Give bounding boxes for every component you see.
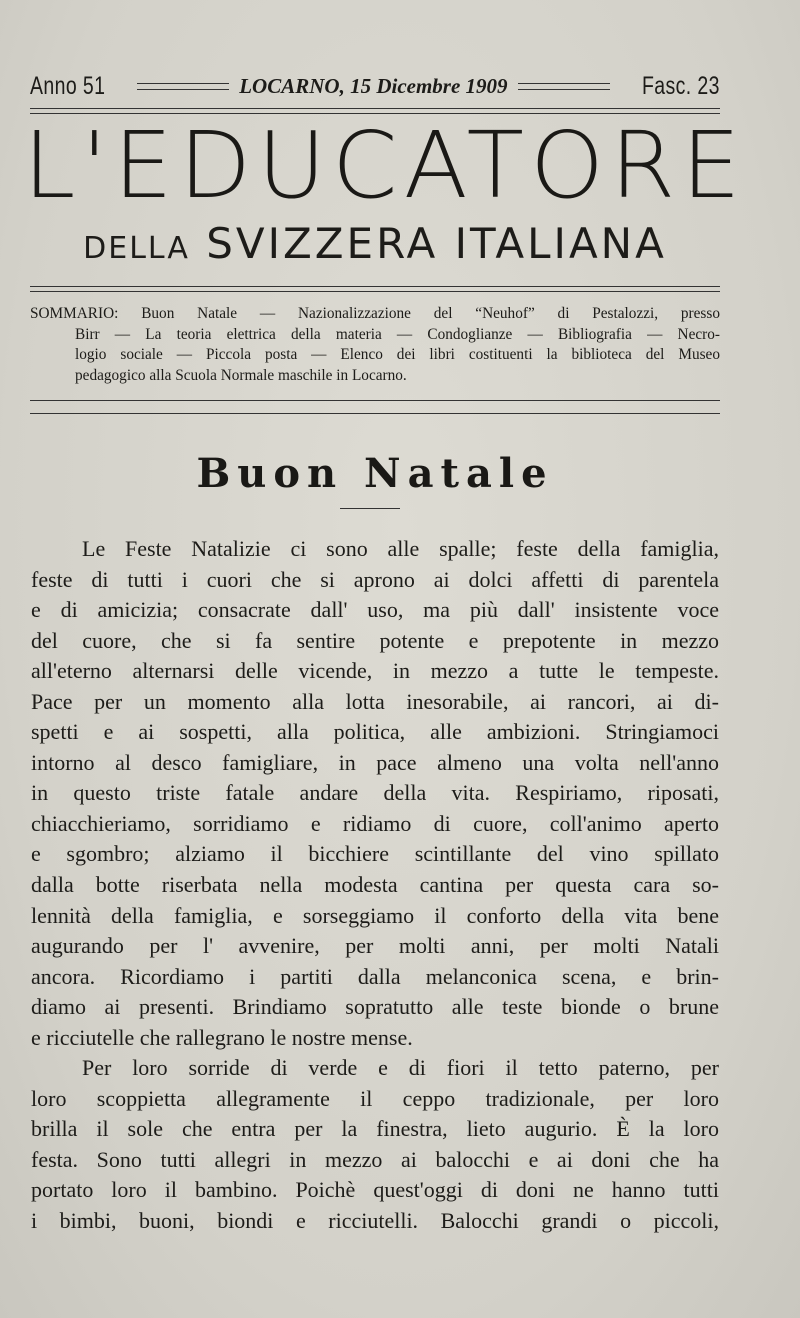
fascicle-label: Fasc. 23	[642, 72, 720, 100]
subtitle-della: DELLA	[83, 231, 190, 266]
article-title: Buon Natale	[196, 450, 554, 497]
header-double-rule-left	[137, 83, 230, 90]
year-label: Anno 51	[30, 72, 106, 100]
article-line: e ricciutelle che rallegrano le nostre mense.	[31, 1024, 413, 1050]
article-line: chiacchieriamo, sorridiamo e ridiamo di cuore, coll'animo aperto	[31, 810, 719, 836]
sommario-line: SOMMARIO: Buon Natale — Nazionalizzazione del “Neuhof” di Pestalozzi, presso	[30, 305, 720, 322]
article-line: spetti e ai sospetti, alla politica, alle ambizioni. Stringiamoci	[31, 719, 719, 745]
section-divider	[30, 400, 720, 414]
sommario-line: logio sociale — Piccola posta — Elenco dei libri costituenti la biblioteca del Museo	[75, 346, 720, 363]
article-line: brilla il sole che entra per la finestra, lieto augurio. È la loro	[31, 1116, 719, 1142]
article-line: Per loro sorride di verde e di fiori il tetto paterno, per	[82, 1055, 719, 1081]
subtitle-main: SVIZZERA ITALIANA	[206, 219, 667, 268]
table-of-contents	[30, 304, 720, 386]
article-body	[31, 534, 719, 1237]
masthead-subtitle	[30, 216, 720, 277]
article-line: ancora. Ricordiamo i partiti dalla melanconica scena, e brin-	[31, 963, 719, 989]
issue-header	[30, 72, 720, 101]
article-line: dalla botte riserbata nella modesta cantina per questa cara so-	[31, 872, 719, 898]
article-line: feste di tutti i cuori che si aprono ai dolci affetti di parentela	[31, 566, 719, 592]
article-line: in questo triste fatale andare della vita. Respiriamo, riposati,	[31, 780, 719, 806]
article-line: del cuore, che si fa sentire potente e prepotente in mezzo	[31, 627, 719, 653]
title-underline	[340, 508, 400, 509]
article-line: loro scoppietta allegramente il ceppo tradizionale, per loro	[31, 1085, 719, 1111]
article-line: intorno al desco famigliare, in pace almeno una volta nell'anno	[31, 749, 719, 775]
article-line: i bimbi, buoni, biondi e ricciutelli. Balocchi grandi o piccoli,	[31, 1208, 719, 1234]
sommario-line: Birr — La teoria elettrica della materia — Condoglianze — Bibliografia — Necro-	[75, 325, 720, 343]
article-line: e sgombro; alziamo il bicchiere scintillante del vino spillato	[31, 841, 719, 867]
masthead-title: L'EDUCATORE	[23, 112, 747, 219]
article-line: e di amicizia; consacrate dall' uso, ma più dall' insistente voce	[31, 597, 719, 623]
sommario-line: pedagogico alla Scuola Normale maschile in Locarno.	[75, 366, 407, 384]
header-double-rule-right	[518, 83, 611, 90]
article-line: all'eterno alternarsi delle vicende, in mezzo a tutte le tempeste.	[31, 658, 719, 684]
article-line: festa. Sono tutti allegri in mezzo ai balocchi e ai doni che ha	[31, 1146, 719, 1172]
article-line: augurando per l' avvenire, per molti anni, per molti Natali	[31, 933, 719, 959]
article-line: lennità della famiglia, e sorseggiamo il conforto della vita bene	[31, 902, 719, 928]
article-line: portato loro il bambino. Poichè quest'oggi di doni ne hanno tutti	[31, 1177, 719, 1203]
article-line: Pace per un momento alla lotta inesorabile, ai rancori, ai di-	[31, 688, 719, 714]
article-line: Le Feste Natalizie ci sono alle spalle; feste della famiglia,	[82, 536, 719, 561]
place-date: LOCARNO, 15 Dicembre 1909	[239, 74, 508, 98]
masthead-bottom-rule	[30, 286, 720, 292]
article-line: diamo ai presenti. Brindiamo sopratutto alle teste bionde o brune	[31, 994, 719, 1020]
